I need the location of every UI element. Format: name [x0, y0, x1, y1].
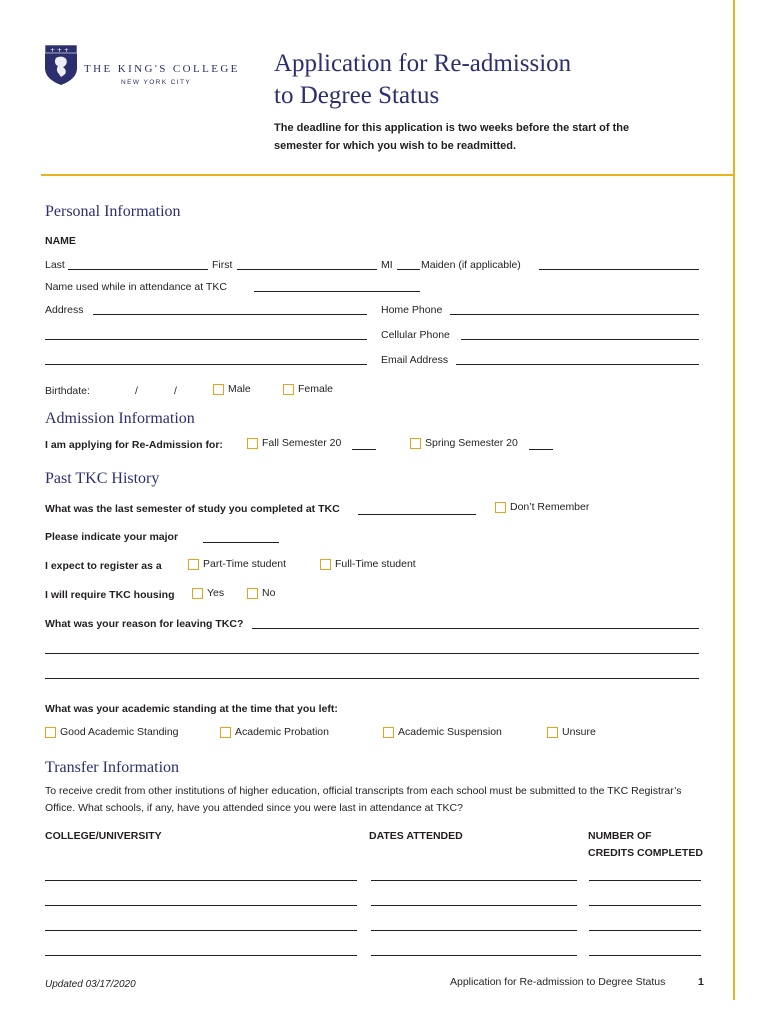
name-label: NAME [45, 235, 76, 247]
female-checkbox[interactable] [283, 384, 294, 395]
probation-label: Academic Probation [235, 726, 329, 738]
part-time-option[interactable] [188, 557, 286, 571]
good-standing-checkbox[interactable] [45, 727, 56, 738]
address-field-2[interactable] [45, 339, 367, 340]
dates-column-header: DATES ATTENDED [369, 830, 463, 842]
last-semester-label: What was the last semester of study you completed at TKC [45, 503, 340, 515]
probation-checkbox[interactable] [220, 727, 231, 738]
birthdate-slash-1: / [135, 385, 138, 397]
address-label: Address [45, 304, 84, 316]
part-time-checkbox[interactable] [188, 559, 199, 570]
deadline-note: The deadline for this application is two weeks before the start of the semester for which you wish to be readmitted. [274, 122, 630, 152]
housing-no-option[interactable] [247, 586, 275, 600]
male-label: Male [228, 383, 251, 395]
housing-label: I will require TKC housing [45, 589, 175, 601]
admission-info-heading: Admission Information [45, 410, 195, 427]
full-time-option[interactable] [320, 557, 416, 571]
unsure-option[interactable] [547, 725, 596, 739]
reason-field-2[interactable] [45, 653, 699, 654]
title-line-1: Application for Re-admission [274, 50, 572, 77]
full-time-label: Full-Time student [335, 558, 416, 570]
suspension-option[interactable] [383, 725, 502, 739]
credits-column-header-2: CREDITS COMPLETED [588, 847, 703, 859]
page-number: 1 [698, 976, 704, 988]
credits-field-2[interactable] [589, 905, 701, 906]
last-name-field[interactable] [68, 269, 208, 270]
good-standing-label: Good Academic Standing [60, 726, 179, 738]
cell-phone-label: Cellular Phone [381, 329, 450, 341]
footer-form-name: Application for Re-admission to Degree Status [450, 976, 666, 988]
address-field-1[interactable] [93, 314, 367, 315]
transfer-intro: To receive credit from other institutions of higher education, official transcripts from each school must be submitted to the TKC Registrar’s Office. What schools, if any, have you attended since you were last in attendance at TKC? [45, 785, 682, 814]
female-label: Female [298, 383, 334, 395]
housing-no-checkbox[interactable] [247, 588, 258, 599]
title-line-2: to Degree Status [274, 82, 440, 109]
svg-text:+ + +: + + + [50, 47, 69, 54]
college-field-4[interactable] [45, 955, 357, 956]
spring-semester-checkbox[interactable] [410, 438, 421, 449]
suspension-checkbox[interactable] [383, 727, 394, 738]
housing-no-label: No [262, 587, 276, 599]
dates-field-1[interactable] [371, 880, 577, 881]
reason-field-1[interactable] [252, 628, 699, 629]
standing-question: What was your academic standing at the time that you left: [45, 703, 338, 715]
college-crest-icon [44, 44, 78, 86]
reason-field-3[interactable] [45, 678, 699, 679]
spring-year-field[interactable] [529, 449, 553, 450]
credits-field-4[interactable] [589, 955, 701, 956]
dont-remember-label: Don’t Remember [510, 501, 590, 513]
credits-field-3[interactable] [589, 930, 701, 931]
unsure-checkbox[interactable] [547, 727, 558, 738]
name-used-field[interactable] [254, 291, 420, 292]
applying-for-label: I am applying for Re-Admission for: [45, 439, 223, 451]
past-history-heading: Past TKC History [45, 470, 160, 487]
college-field-3[interactable] [45, 930, 357, 931]
personal-info-heading: Personal Information [45, 203, 181, 220]
right-accent-line [733, 0, 735, 1000]
last-semester-field[interactable] [358, 514, 476, 515]
spring-semester-label: Spring Semester 20 [425, 437, 518, 449]
college-field-2[interactable] [45, 905, 357, 906]
cell-phone-field[interactable] [461, 339, 699, 340]
header-divider [41, 174, 735, 176]
full-time-checkbox[interactable] [320, 559, 331, 570]
birthdate-label: Birthdate: [45, 385, 90, 397]
fall-semester-checkbox[interactable] [247, 438, 258, 449]
dates-field-3[interactable] [371, 930, 577, 931]
good-standing-option[interactable] [45, 725, 179, 739]
address-field-3[interactable] [45, 364, 367, 365]
birthdate-slash-2: / [174, 385, 177, 397]
housing-yes-label: Yes [207, 587, 225, 599]
maiden-name-label: Maiden (if applicable) [421, 259, 521, 271]
male-option[interactable] [213, 382, 251, 396]
suspension-label: Academic Suspension [398, 726, 502, 738]
fall-year-field[interactable] [352, 449, 376, 450]
housing-yes-checkbox[interactable] [192, 588, 203, 599]
reason-label: What was your reason for leaving TKC? [45, 618, 244, 630]
first-name-field[interactable] [237, 269, 377, 270]
home-phone-field[interactable] [450, 314, 699, 315]
page-title [274, 48, 674, 112]
spring-semester-option[interactable] [410, 436, 518, 450]
email-field[interactable] [456, 364, 699, 365]
name-used-label: Name used while in attendance at TKC [45, 281, 227, 293]
middle-initial-label: MI [381, 259, 393, 271]
register-as-label: I expect to register as a [45, 560, 162, 572]
fall-semester-option[interactable] [247, 436, 341, 450]
dates-field-2[interactable] [371, 905, 577, 906]
logo-city: NEW YORK CITY [121, 79, 192, 86]
major-field[interactable] [203, 542, 279, 543]
college-field-1[interactable] [45, 880, 357, 881]
updated-date: Updated 03/17/2020 [45, 979, 136, 990]
part-time-label: Part-Time student [203, 558, 287, 570]
transfer-info-heading: Transfer Information [45, 759, 180, 776]
major-label: Please indicate your major [45, 531, 179, 543]
probation-option[interactable] [220, 725, 329, 739]
last-name-label: Last [45, 259, 65, 271]
credits-column-header-1: NUMBER OF [588, 830, 652, 842]
dates-field-4[interactable] [371, 955, 577, 956]
dont-remember-checkbox[interactable] [495, 502, 506, 513]
home-phone-label: Home Phone [381, 304, 443, 316]
unsure-label: Unsure [562, 726, 596, 738]
fall-semester-label: Fall Semester 20 [262, 437, 342, 449]
credits-field-1[interactable] [589, 880, 701, 881]
logo-college-name: THE KING'S COLLEGE [84, 63, 240, 75]
male-checkbox[interactable] [213, 384, 224, 395]
college-column-header: COLLEGE/UNIVERSITY [45, 830, 162, 842]
middle-initial-field[interactable] [397, 269, 420, 270]
dont-remember-option[interactable] [495, 500, 589, 514]
first-name-label: First [212, 259, 233, 271]
housing-yes-option[interactable] [192, 586, 224, 600]
email-label: Email Address [381, 354, 449, 366]
maiden-name-field[interactable] [539, 269, 699, 270]
female-option[interactable] [283, 382, 333, 396]
